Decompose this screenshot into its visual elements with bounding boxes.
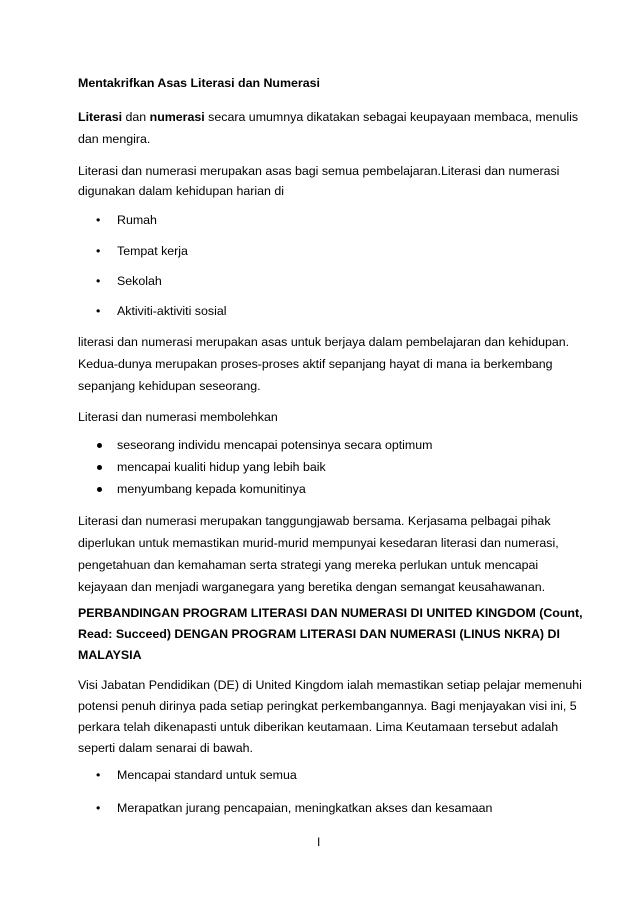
paragraph-definition-line-1 [78, 109, 578, 125]
paragraph-vision-line-2: potensi penuh dirinya pada setiap peringkat perkembangannya. Bagi menjayakan visi ini, 5 [78, 699, 577, 713]
section-heading-line-1: PERBANDINGAN PROGRAM LITERASI DAN NUMERASI DI UNITED KINGDOM (Count, [78, 606, 583, 620]
section-heading-line-2: Read: Succeed) DENGAN PROGRAM LITERASI DAN NUMERASI (LINUS NKRA) DI [78, 627, 560, 641]
document-title: Mentakrifkan Asas Literasi dan Numerasi [78, 76, 320, 90]
list-bullet: • [96, 768, 101, 782]
page-number: I [317, 835, 321, 849]
list-item-rumah: Rumah [117, 213, 157, 227]
term-literasi: Literasi [78, 110, 123, 124]
paragraph-basis-line-2: digunakan dalam kehidupan harian di [78, 184, 284, 198]
list-item-standard: Mencapai standard untuk semua [117, 768, 297, 782]
paragraph-success-line-3: sepanjang kehidupan seseorang. [78, 379, 261, 393]
paragraph-success-line-2: Kedua-dunya merupakan proses-proses aktif sepanjang hayat di mana ia berkembang [78, 357, 553, 371]
term-numerasi: numerasi [149, 110, 205, 124]
list-bullet: • [96, 274, 101, 288]
paragraph-vision-line-4: seperti dalam senarai di bawah. [78, 741, 253, 755]
section-heading-line-3: MALAYSIA [78, 648, 142, 662]
list-item-aktiviti-sosial: Aktiviti-aktiviti sosial [117, 304, 227, 318]
list-item-quality-of-life: mencapai kualiti hidup yang lebih baik [117, 460, 326, 474]
list-bullet: • [96, 801, 101, 815]
list-bullet: • [96, 304, 101, 318]
text-dan: dan [122, 110, 150, 124]
paragraph-responsibility-line-2: diperlukan untuk memastikan murid-murid mempunyai kesedaran literasi dan numerasi, [78, 536, 559, 550]
paragraph-responsibility-line-3: pengetahuan dan kemahaman serta strategi yang mereka perlukan untuk mencapai [78, 558, 539, 572]
list-item-gap: Merapatkan jurang pencapaian, meningkatkan akses dan kesamaan [117, 801, 493, 815]
list-item-sekolah: Sekolah [117, 274, 162, 288]
paragraph-responsibility-line-4: kejayaan dan menjadi warganegara yang beretika dengan semangat keusahawanan. [78, 580, 546, 594]
paragraph-vision-line-3: perkara telah dikenapasti untuk diberikan keutamaan. Lima Keutamaan tersebut adalah [78, 720, 559, 734]
bullet-dot [97, 487, 102, 492]
list-item-community: menyumbang kepada komunitinya [117, 482, 306, 496]
paragraph-vision-line-1: Visi Jabatan Pendidikan (DE) di United Kingdom ialah memastikan setiap pelajar memenuhi [78, 678, 582, 692]
text-definition: secara umumnya dikatakan sebagai keupayaan membaca, menulis [204, 110, 579, 124]
bullet-dot [97, 465, 102, 470]
paragraph-definition-line-2: dan mengira. [78, 132, 151, 146]
paragraph-responsibility-line-1: Literasi dan numerasi merupakan tanggungjawab bersama. Kerjasama pelbagai pihak [78, 514, 551, 528]
paragraph-success-line-1: literasi dan numerasi merupakan asas untuk berjaya dalam pembelajaran dan kehidupan. [78, 335, 570, 349]
list-bullet: • [96, 213, 101, 227]
paragraph-basis-line-1: Literasi dan numerasi merupakan asas bagi semua pembelajaran.Literasi dan numerasi [78, 164, 560, 178]
list-bullet: • [96, 244, 101, 258]
list-item-tempat-kerja: Tempat kerja [117, 244, 188, 258]
paragraph-enables: Literasi dan numerasi membolehkan [78, 410, 278, 424]
bullet-dot [97, 443, 102, 448]
list-item-potential: seseorang individu mencapai potensinya secara optimum [117, 438, 433, 452]
